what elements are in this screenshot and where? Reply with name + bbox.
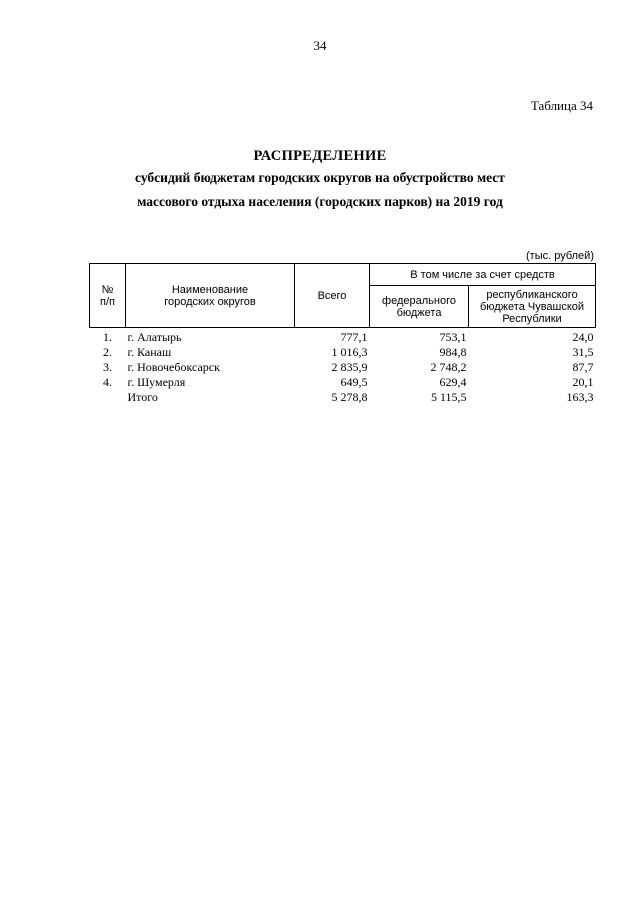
table-label: Таблица 34 (530, 98, 593, 113)
table-row-total (90, 390, 596, 405)
header-group: В том числе за счет средств (370, 264, 596, 286)
units-note: (тыс. рублей) (526, 250, 594, 262)
row-total: 777,1 (340, 330, 368, 344)
table-row (90, 328, 596, 346)
header-number-line-2: п/п (100, 295, 115, 308)
row-name: г. Канаш (127, 345, 172, 359)
row-name: г. Алатырь (127, 330, 182, 344)
header-name-line-2: городских округов (164, 295, 256, 308)
row-republic: 24,0 (572, 330, 594, 344)
header-name-line-1: Наименование (171, 283, 249, 296)
table-header (90, 264, 596, 328)
row-republic: 163,3 (566, 390, 594, 404)
header-republic-line-3: Республики (502, 312, 562, 325)
row-federal: 2 748,2 (430, 360, 467, 374)
header-number (90, 264, 126, 328)
row-federal: 5 115,5 (430, 390, 467, 404)
table-row (90, 360, 596, 375)
subsidy-table (89, 263, 596, 405)
header-federal-line-1: федерального (382, 294, 456, 307)
row-name: Итого (127, 390, 158, 404)
header-name (126, 264, 295, 328)
table-row (90, 345, 596, 360)
header-federal (370, 286, 469, 328)
row-number (90, 390, 126, 405)
row-number: 4. (103, 375, 112, 389)
title-line-1: субсидий бюджетам городских округов на обустройство мест (135, 170, 505, 185)
row-total: 5 278,8 (331, 390, 368, 404)
row-name: г. Новочебоксарск (127, 360, 220, 374)
row-federal: 629,4 (439, 375, 467, 389)
row-federal: 984,8 (439, 345, 467, 359)
row-total: 649,5 (340, 375, 368, 389)
header-republic (469, 286, 596, 328)
table-row (90, 375, 596, 390)
row-federal: 753,1 (439, 330, 467, 344)
header-federal-line-2: бюджета (396, 306, 442, 319)
title-main: РАСПРЕДЕЛЕНИЕ (253, 148, 387, 164)
row-total: 2 835,9 (331, 360, 368, 374)
table-body (90, 328, 596, 406)
row-republic: 31,5 (572, 345, 594, 359)
header-republic-line-1: республиканского (486, 288, 578, 301)
row-number: 1. (103, 330, 112, 344)
title-line-2: массового отдыха населения (городских парков) на 2019 год (137, 194, 503, 209)
header-republic-line-2: бюджета Чувашской (479, 300, 585, 313)
page-number: 34 (313, 38, 327, 53)
row-republic: 20,1 (572, 375, 594, 389)
row-republic: 87,7 (572, 360, 594, 374)
header-number-line-1: № (101, 283, 114, 296)
row-total: 1 016,3 (331, 345, 368, 359)
row-name: г. Шумерля (127, 375, 186, 389)
row-number: 3. (103, 360, 112, 374)
document-title (0, 146, 640, 214)
row-number: 2. (103, 345, 112, 359)
header-total: Всего (295, 264, 370, 328)
